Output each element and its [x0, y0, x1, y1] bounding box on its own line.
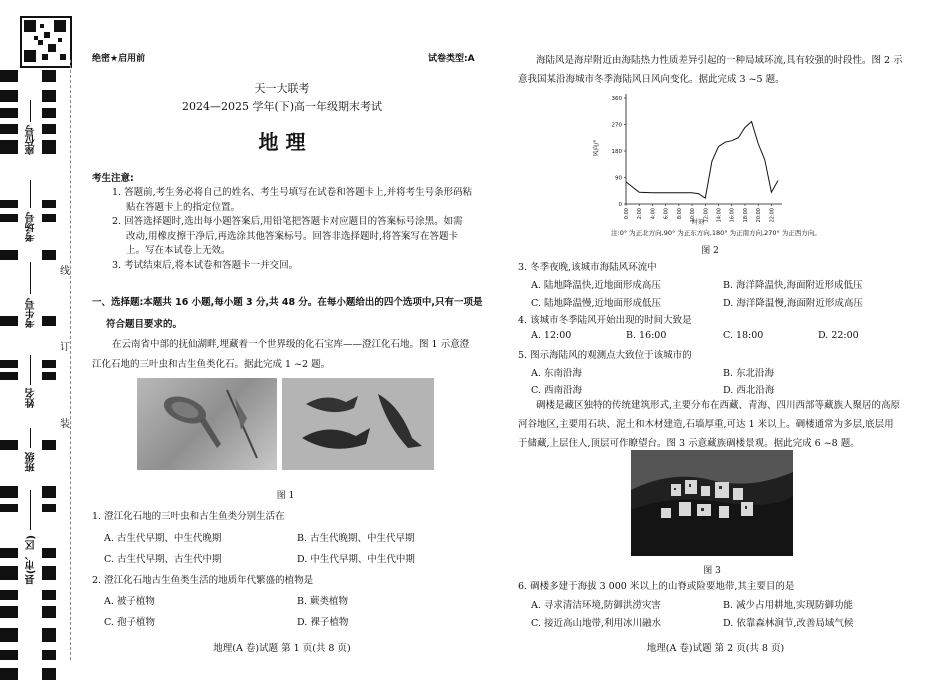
- q6-option-b: B. 减少占用耕地,实现防御功能: [723, 600, 854, 611]
- q1-option-d: D. 中生代早期、中生代中期: [297, 554, 415, 565]
- seat-number-label: 座位号: [26, 125, 37, 155]
- decorative-bar: [42, 440, 56, 450]
- bind-mark-bind: 装: [60, 419, 70, 430]
- q4-option-d: D. 22:00: [818, 330, 859, 341]
- chart-x-tick-label: 8:00: [676, 208, 683, 220]
- chart-y-label: 风向/°: [593, 139, 600, 157]
- bind-mark-order: 订: [60, 342, 70, 353]
- page2-footer: 地理(A 卷)试题 第 2 页(共 8 页): [646, 643, 785, 654]
- chart-plot-area: [612, 94, 783, 222]
- decorative-bar: [42, 124, 56, 134]
- q4-option-c: C. 18:00: [723, 330, 764, 341]
- class-label: 班级: [26, 452, 37, 472]
- chart-x-tick-label: 22:00: [769, 208, 776, 223]
- page1-footer: 地理(A 卷)试题 第 1 页(共 8 页): [213, 643, 351, 654]
- chart-x-tick-label: 2:00: [637, 208, 644, 220]
- q3-stem: 3. 冬季夜晚,该城市海陆风环流中: [518, 262, 657, 273]
- q1-option-b: B. 古生代晚期、中生代早期: [297, 533, 415, 544]
- p2-intro-line: 海陆风是海岸附近由海陆热力性质差异引起的一种局域环流,具有较强的时段性。图 2 示: [536, 55, 903, 66]
- fish-fossil-photo: [282, 378, 434, 470]
- county-label: 县(市、区): [26, 535, 37, 585]
- decorative-bar: [42, 650, 56, 660]
- decorative-bar: [42, 200, 56, 208]
- p2-intro-line: 意我国某沿海城市冬季海陆风日风向变化。据此完成 3 ~5 题。: [518, 74, 785, 85]
- qr-module: [48, 44, 56, 52]
- fig1-caption: 图 1: [276, 491, 295, 501]
- chart-x-label: 时刻: [691, 219, 705, 226]
- decorative-bar: [0, 108, 18, 118]
- chart-series-line: [626, 122, 778, 199]
- secret-label: 绝密★启用前: [92, 54, 146, 64]
- bind-mark-line: 线: [60, 266, 70, 277]
- decorative-bar: [42, 360, 56, 368]
- notice-list: [112, 186, 492, 273]
- qr-module: [34, 36, 38, 40]
- q6-option-d: D. 依靠森林涧节,改善局域气候: [723, 618, 854, 629]
- q2-option-d: D. 裸子植物: [297, 617, 349, 628]
- decorative-bar: [42, 90, 56, 102]
- q3-option-a: A. 陆地降温快,近地面形成高压: [531, 280, 661, 291]
- binding-strip: [0, 0, 78, 688]
- section1-heading-cont: 符合题目要求的。: [106, 319, 183, 330]
- subject-title: 地 理: [258, 130, 306, 154]
- decorative-bar: [42, 668, 56, 680]
- chart-x-tick-label: 6:00: [663, 208, 670, 220]
- fig2-note: 注:0° 为正北方向,90° 为正东方向,180° 为正南方向,270° 为正西方向。: [611, 229, 821, 237]
- decorative-bar: [0, 200, 18, 208]
- decorative-bar: [0, 566, 18, 580]
- decorative-bar: [0, 440, 18, 450]
- chart-x-tick-label: 18:00: [742, 208, 749, 223]
- decorative-bar: [42, 548, 56, 558]
- qr-module: [60, 54, 66, 60]
- candidate-number-label: 考生号: [26, 298, 37, 328]
- q5-option-a: A. 东南沿海: [531, 368, 582, 379]
- decorative-bar: [42, 140, 56, 154]
- decorative-bar: [0, 668, 18, 680]
- exam-name: 2024—2025 学年(下)高一年级期末考试: [181, 100, 383, 113]
- decorative-bar: [0, 548, 18, 558]
- chart-y-tick-label: 180: [611, 149, 622, 155]
- q5-stem: 5. 图示海陆风的观测点大致位于该城市的: [518, 350, 692, 361]
- exam-room-line: [30, 180, 31, 208]
- q6-option-c: C. 接近高山地带,利用冰川融水: [531, 618, 661, 629]
- chart-y-tick-label: 0: [618, 202, 622, 208]
- decorative-bar: [0, 124, 18, 134]
- decorative-bar: [42, 316, 56, 326]
- qr-module: [54, 20, 66, 32]
- q1-option-c: C. 古生代早期、古生代中期: [104, 554, 222, 565]
- decorative-bar: [42, 486, 56, 498]
- notice-item: 1. 答题前,考生务必将自己的姓名、考生号填写在试卷和答题卡上,并将考生号条形码粘: [112, 187, 473, 198]
- chart-x-tick-label: 14:00: [716, 208, 723, 223]
- candidate-number-line: [30, 262, 31, 294]
- decorative-bar: [42, 250, 56, 260]
- chart-x-tick-label: 0:00: [624, 208, 630, 220]
- q2-option-b: B. 蕨类植物: [297, 596, 349, 607]
- p2-intro2: [518, 396, 913, 453]
- chart-y-tick-label: 360: [611, 96, 622, 102]
- fig3-caption: 图 3: [703, 566, 721, 576]
- notice-item: 2. 回答选择题时,选出每小题答案后,用铅笔把答题卡对应题目的答案标号涂黑。如需: [112, 216, 463, 227]
- county-line: [30, 490, 31, 530]
- notice-title: 考生注意:: [92, 173, 134, 184]
- notice-item: 3. 考试结束后,将本试卷和答题卡一并交回。: [112, 259, 299, 271]
- intro-line: 在云南省中部的抚仙湖畔,埋藏着一个世界级的化石宝库——澄江化石地。图 1 示意澄: [112, 339, 470, 350]
- notice-item: 改动,用橡皮擦干净后,再选涂其他答案标号。回答非选择题时,将答案写在答题卡: [126, 230, 459, 242]
- exam-room-label: 考场号: [26, 212, 37, 242]
- q3-option-b: B. 海洋降温快,海面附近形成低压: [723, 280, 863, 291]
- decorative-bar: [0, 606, 18, 618]
- decorative-bar: [42, 606, 56, 618]
- p2-intro2-line: 碉楼是藏区独特的传统建筑形式,主要分布在西藏、青海、四川西部等藏族人聚居的高原: [536, 400, 901, 411]
- decorative-bar: [42, 590, 56, 600]
- qr-module: [42, 54, 48, 60]
- chart-x-tick-label: 12:00: [703, 208, 710, 223]
- wind-direction-chart: [590, 86, 800, 236]
- chart-x-tick-label: 4:00: [650, 208, 657, 220]
- decorative-bar: [0, 360, 18, 368]
- notice-item: 上。写在本试卷上无效。: [126, 245, 231, 256]
- decorative-bar: [42, 628, 56, 642]
- exam-type-label: 试卷类型:A: [428, 54, 475, 64]
- decorative-bar: [42, 70, 56, 82]
- decorative-bar: [0, 590, 18, 600]
- chart-x-tick-label: 20:00: [756, 208, 763, 223]
- chart-y-tick-label: 90: [615, 175, 622, 182]
- decorative-bar: [0, 504, 18, 512]
- decorative-bar: [0, 140, 18, 154]
- chart-x-tick-label: 10:00: [690, 208, 697, 223]
- qr-module: [38, 40, 43, 45]
- qr-module: [44, 32, 50, 38]
- org-name: 天一大联考: [254, 82, 310, 95]
- q4-option-b: B. 16:00: [626, 330, 667, 341]
- trilobite-fossil-photo: [137, 378, 277, 470]
- qr-module: [40, 24, 44, 28]
- chart-x-tick-label: 16:00: [729, 208, 736, 223]
- q4-option-a: A. 12:00: [531, 330, 572, 341]
- decorative-bar: [0, 628, 18, 642]
- decorative-bar: [42, 504, 56, 512]
- intro-line: 江化石地的三叶虫和古生鱼类化石。据此完成 1 ~2 题。: [92, 359, 331, 370]
- qr-module: [24, 50, 36, 62]
- decorative-bar: [0, 250, 18, 260]
- name-line: [30, 355, 31, 385]
- notice-item: 贴在答题卡上的指定位置。: [126, 201, 241, 213]
- decorative-bar: [42, 108, 56, 118]
- fig2-caption: 图 2: [701, 246, 719, 256]
- seat-number-line: [30, 100, 31, 122]
- p2-intro2-line: 河谷地区,主要用石块、泥土和木材建造,石墙厚重,可达 1 米以上。碉楼通常为多层,底层用: [518, 419, 894, 430]
- decorative-bar: [0, 650, 18, 660]
- class-line: [30, 428, 31, 448]
- qr-module: [58, 38, 62, 42]
- decorative-bar: [0, 486, 18, 498]
- decorative-bar: [0, 214, 18, 222]
- name-label: 姓名: [26, 388, 37, 408]
- q5-option-b: B. 东北沿海: [723, 368, 775, 379]
- q6-stem: 6. 碉楼多建于海拔 3 000 米以上的山脊或险要地带,其主要目的是: [518, 581, 795, 592]
- q3-option-d: D. 海洋降温慢,海面附近形成高压: [723, 298, 863, 309]
- q5-option-d: D. 西北沿海: [723, 385, 775, 396]
- qr-code-icon: [20, 16, 72, 68]
- binding-dash-line: [70, 60, 71, 660]
- q6-option-a: A. 寻求清洁环境,防御洪涝灾害: [531, 600, 661, 611]
- qr-module: [24, 20, 36, 32]
- tibetan-watchtower-photo: [631, 450, 793, 556]
- q5-option-c: C. 西南沿海: [531, 385, 582, 396]
- decorative-bar: [0, 70, 18, 82]
- q1-option-a: A. 古生代早期、中生代晚期: [104, 533, 222, 544]
- section1-heading: 一、选择题:本题共 16 小题,每小题 3 分,共 48 分。在每小题给出的四个选项中,只有一项是: [92, 297, 483, 308]
- q3-option-c: C. 陆地降温慢,近地面形成低压: [531, 298, 661, 309]
- q2-option-a: A. 被子植物: [104, 596, 155, 607]
- q2-stem: 2. 澄江化石地古生鱼类生活的地质年代繁盛的植物是: [92, 575, 314, 586]
- decorative-bar: [0, 316, 18, 326]
- decorative-bar: [0, 372, 18, 380]
- q1-stem: 1. 澄江化石地的三叶虫和古生鱼类分别生活在: [92, 511, 285, 522]
- q2-option-c: C. 孢子植物: [104, 617, 155, 628]
- q4-stem: 4. 该城市冬季陆风开始出现的时间大致是: [518, 315, 692, 326]
- decorative-bar: [42, 214, 56, 222]
- decorative-bar: [42, 372, 56, 380]
- decorative-bar: [0, 90, 18, 102]
- p2-intro2-line: 于储藏,上层住人,顶层可作瞭望台。图 3 示意藏族碉楼景观。据此完成 6 ~8 题。: [518, 438, 860, 449]
- decorative-bar: [42, 566, 56, 580]
- chart-y-tick-label: 270: [611, 122, 622, 129]
